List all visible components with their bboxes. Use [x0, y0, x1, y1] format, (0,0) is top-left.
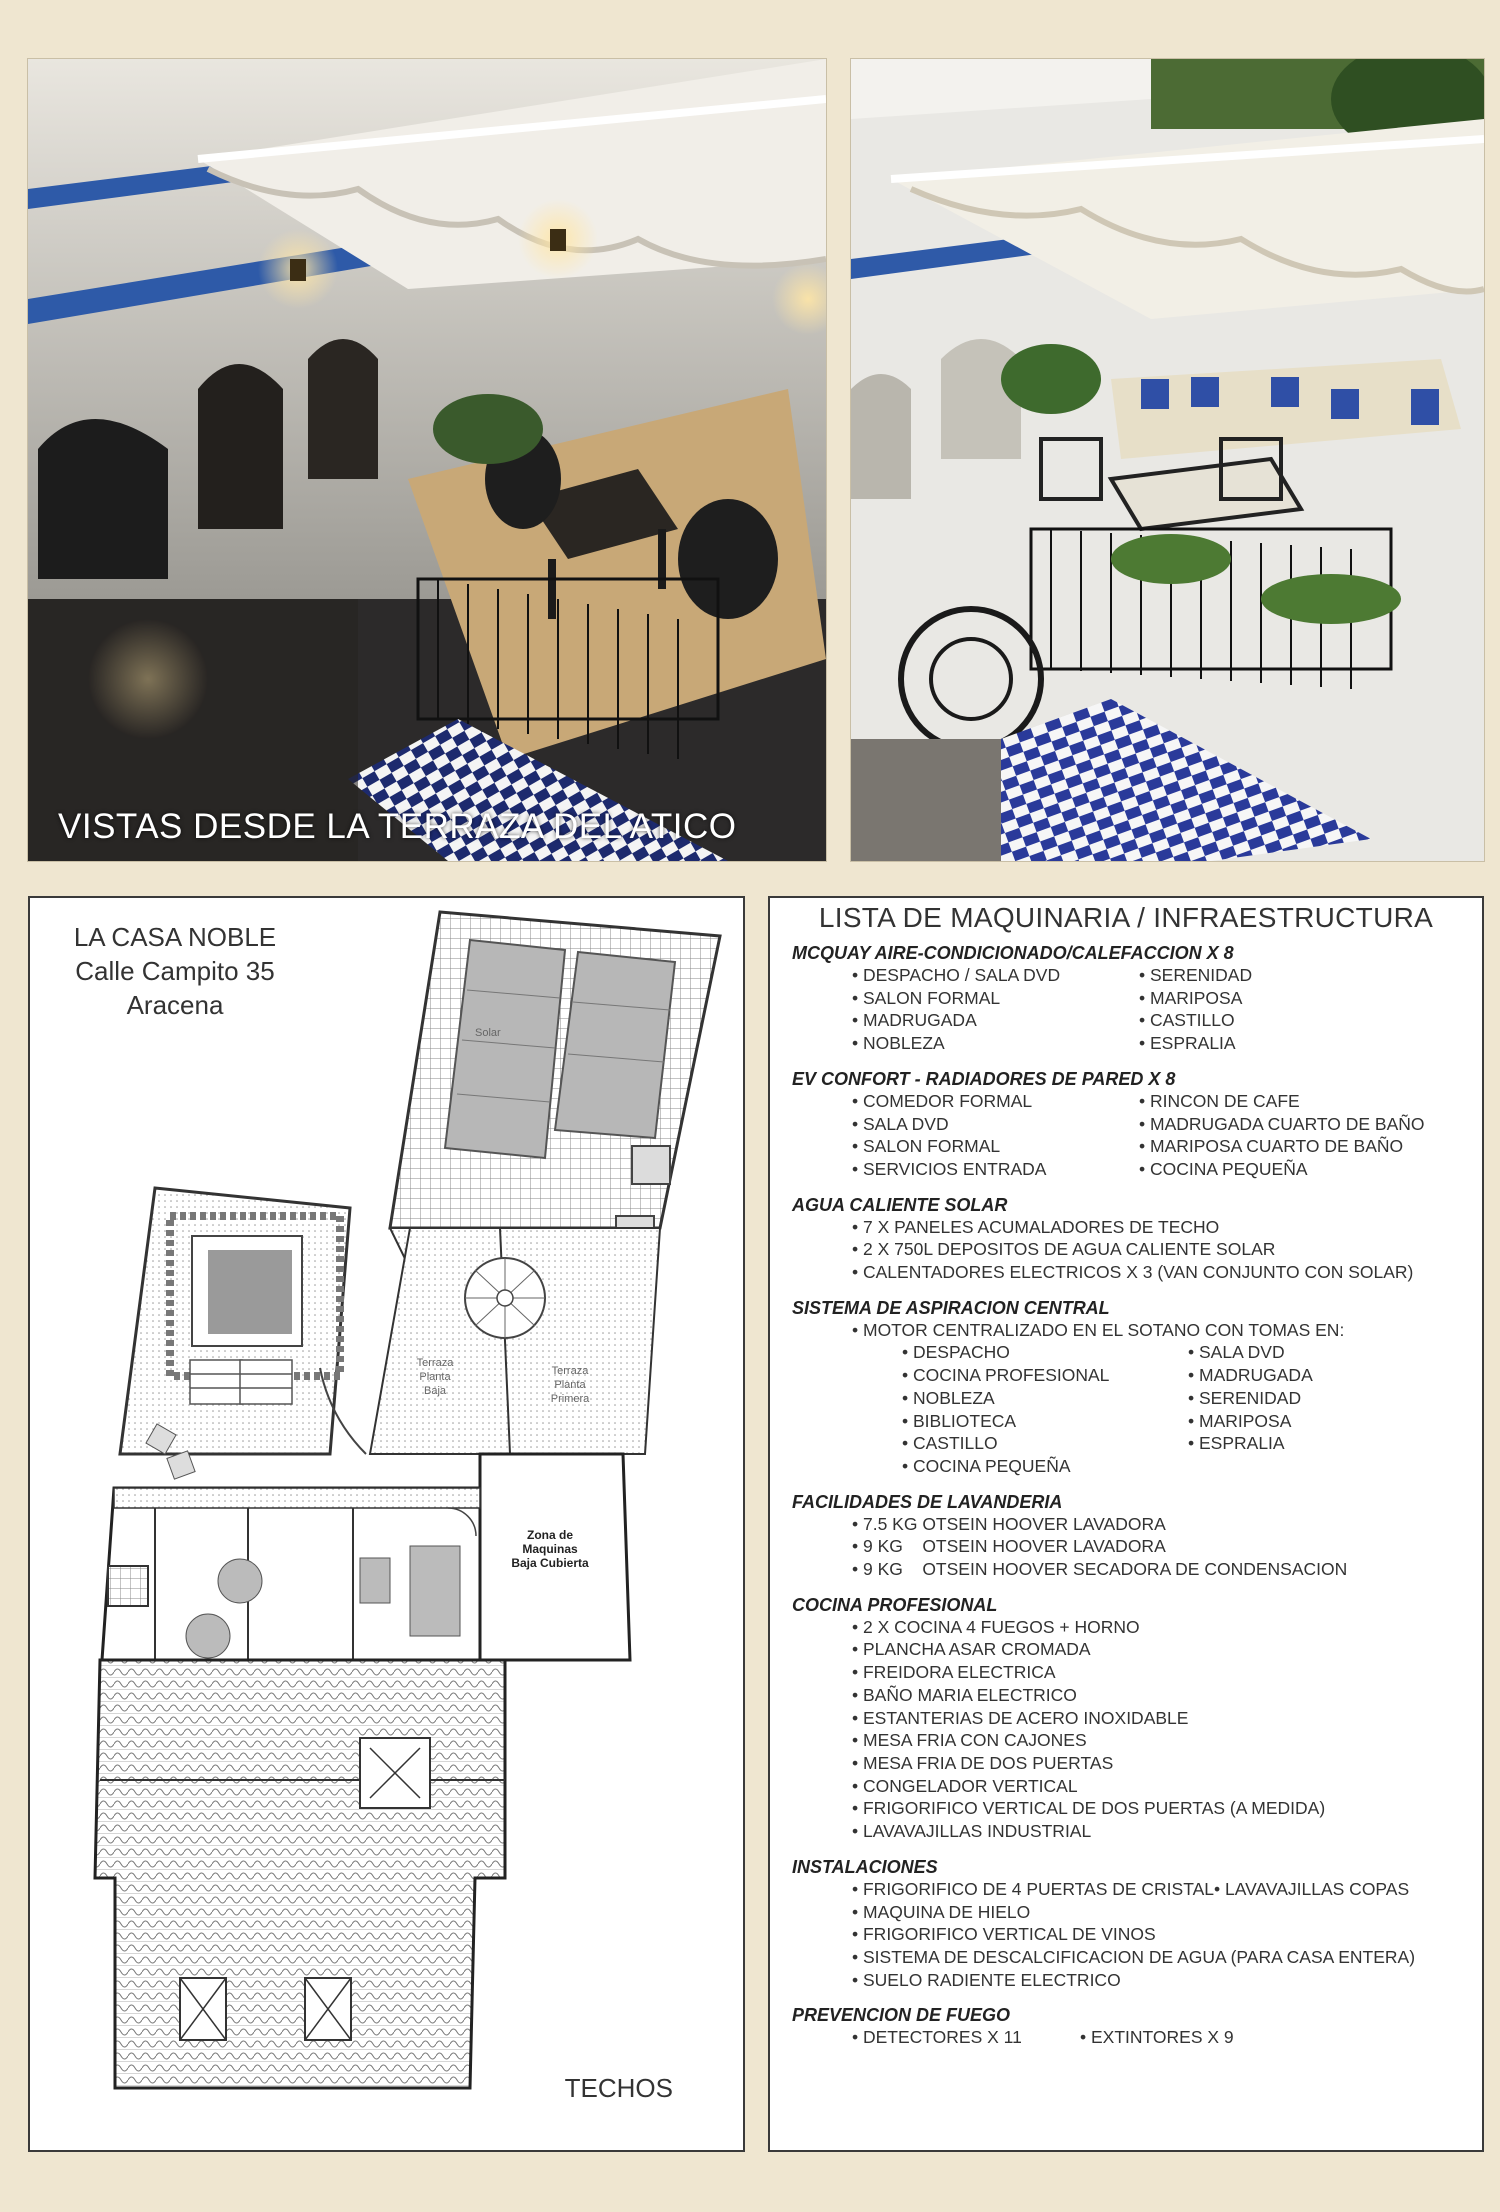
equipment-list-panel — [768, 896, 1484, 2152]
list-item: • COMEDOR FORMAL • RINCON DE CAFE — [852, 1090, 1300, 1111]
section-lavanderia — [792, 1491, 1472, 1581]
list-item: • DETECTORES X 11 • EXTINTORES X 9 — [852, 2027, 1234, 2048]
list-item: • 7.5 KG OTSEIN HOOVER LAVADORA — [852, 1513, 1166, 1534]
section-heading: PREVENCION DE FUEGO — [792, 2005, 1011, 2026]
list-item: • DESPACHO • SALA DVD — [902, 1342, 1285, 1363]
section-radiadores — [792, 1068, 1472, 1181]
list-item: • SALON FORMAL • MARIPOSA CUARTO DE BAÑO — [852, 1136, 1404, 1157]
main-roof — [95, 1660, 505, 2088]
list-item: • SALA DVD • MADRUGADA CUARTO DE BAÑO — [852, 1113, 1425, 1134]
list-item: • FREIDORA ELECTRICA — [852, 1662, 1056, 1683]
list-item: • 2 X COCINA 4 FUEGOS + HORNO — [852, 1616, 1140, 1637]
list-item: • 2 X 750L DEPOSITOS DE AGUA CALIENTE SOLAR — [852, 1239, 1276, 1260]
section-heading: MCQUAY AIRE-CONDICIONADO/CALEFACCION X 8 — [792, 943, 1234, 963]
section-cocina-profesional — [792, 1594, 1472, 1843]
list-item: • FRIGORIFICO VERTICAL DE DOS PUERTAS (A MEDIDA) — [852, 1798, 1326, 1819]
list-item: • FRIGORIFICO DE 4 PUERTAS DE CRISTAL• LAVAVAJILLAS COPAS — [852, 1878, 1410, 1899]
list-item: • SISTEMA DE DESCALCIFICACION DE AGUA (PARA CASA ENTERA) — [852, 1946, 1416, 1967]
section-heading: AGUA CALIENTE SOLAR — [792, 1194, 1008, 1215]
address-line-name: LA CASA NOBLE — [73, 922, 277, 952]
plan-label-terraza-primera: Terraza Planta Primera — [550, 1365, 590, 1405]
list-item: • CONGELADOR VERTICAL — [852, 1775, 1078, 1796]
list-item: • CASTILLO • ESPRALIA — [902, 1433, 1285, 1454]
plan-footer-techos: TECHOS — [564, 2073, 673, 2103]
list-item: • 9 KG OTSEIN HOOVER LAVADORA — [852, 1536, 1166, 1557]
list-item: • 9 KG OTSEIN HOOVER SECADORA DE CONDENSACION — [852, 1559, 1348, 1580]
plan-label-terraza-baja: Terraza Planta Baja — [416, 1357, 454, 1397]
section-aspiracion-central — [792, 1297, 1472, 1478]
list-item: • SUELO RADIENTE ELECTRICO — [852, 1969, 1121, 1990]
plan-label-solar: Solar — [475, 1027, 501, 1039]
terrace-night-photo-image — [28, 59, 826, 861]
list-item: • MESA FRIA DE DOS PUERTAS — [852, 1752, 1114, 1773]
section-agua-caliente-solar — [792, 1194, 1472, 1284]
section-heading: EV CONFORT - RADIADORES DE PARED X 8 — [792, 1068, 1176, 1089]
plan-label-zona-maquinas: Zona de Maquinas Baja Cubierta — [511, 1528, 589, 1570]
section-instalaciones — [792, 1856, 1472, 1992]
section-heading: SISTEMA DE ASPIRACION CENTRAL — [792, 1297, 1110, 1318]
list-item: • MAQUINA DE HIELO — [852, 1901, 1031, 1922]
list-item: • NOBLEZA • SERENIDAD — [902, 1387, 1302, 1408]
list-item: • SALON FORMAL • MARIPOSA — [852, 987, 1243, 1008]
photo-caption: VISTAS DESDE LA TERRAZA DEL ATICO — [58, 807, 737, 846]
list-item: • COCINA PEQUEÑA — [902, 1455, 1071, 1476]
list-item: • LAVAVAJILLAS INDUSTRIAL — [852, 1821, 1092, 1842]
photo-terrace-night — [27, 58, 827, 862]
list-item: • BIBLIOTECA • MARIPOSA — [902, 1410, 1292, 1431]
section-aire-acondicionado — [792, 942, 1472, 1055]
list-item: • PLANCHA ASAR CROMADA — [852, 1639, 1091, 1660]
list-item: • ESTANTERIAS DE ACERO INOXIDABLE — [852, 1707, 1189, 1728]
list-body — [792, 942, 1472, 2062]
terrace-day-photo-image — [851, 59, 1484, 861]
section-prevencion-fuego — [792, 2004, 1472, 2049]
section-heading: COCINA PROFESIONAL — [792, 1594, 998, 1615]
list-item: • CALENTADORES ELECTRICOS X 3 (VAN CONJUNTO CON SOLAR) — [852, 1262, 1414, 1283]
address-line-street: Calle Campito 35 — [75, 956, 275, 986]
section-heading: INSTALACIONES — [792, 1856, 938, 1877]
list-item: • NOBLEZA • ESPRALIA — [852, 1033, 1236, 1054]
roof-plan-drawing — [30, 898, 745, 2152]
list-item: • MESA FRIA CON CAJONES — [852, 1730, 1087, 1751]
list-item: • SERVICIOS ENTRADA • COCINA PEQUEÑA — [852, 1158, 1308, 1179]
list-item: • 7 X PANELES ACUMALADORES DE TECHO — [852, 1216, 1220, 1237]
photo-terrace-day — [850, 58, 1485, 862]
list-item: • COCINA PROFESIONAL • MADRUGADA — [902, 1365, 1313, 1386]
list-item: • FRIGORIFICO VERTICAL DE VINOS — [852, 1924, 1156, 1945]
floor-plan-panel — [28, 896, 745, 2152]
list-item: • MOTOR CENTRALIZADO EN EL SOTANO CON TOMAS EN: — [852, 1319, 1345, 1340]
list-item: • MADRUGADA • CASTILLO — [852, 1010, 1235, 1031]
section-heading: FACILIDADES DE LAVANDERIA — [792, 1491, 1063, 1512]
list-item: • DESPACHO / SALA DVD • SERENIDAD — [852, 965, 1253, 985]
address-line-town: Aracena — [126, 990, 224, 1020]
list-item: • BAÑO MARIA ELECTRICO — [852, 1684, 1077, 1705]
list-title: LISTA DE MAQUINARIA / INFRAESTRUCTURA — [818, 902, 1434, 933]
